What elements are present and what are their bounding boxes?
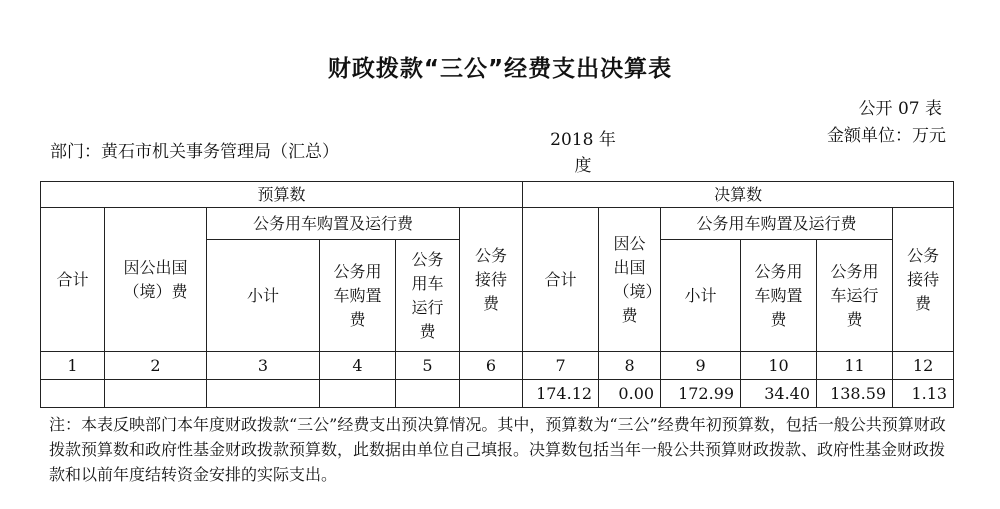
data-cell: [396, 380, 460, 408]
data-cell: [320, 380, 396, 408]
index-cell: 5: [396, 352, 460, 380]
footnote: 注：本表反映部门本年度财政拨款“三公”经费支出预决算情况。其中，预算数为“三公”经费年初预算数，包括一般公共预算财政拨款预算数和政府性基金财政拨款预算数，此数据由单位自己填报。决算数包括当年一般公共预算财政拨款、政府性基金财政拨款和以前年度结转资金安排的实际支出。: [49, 415, 946, 484]
index-cell: 1: [41, 352, 105, 380]
budget-vehicle-running-header: 公务用车运行费: [396, 240, 460, 352]
budget-abroad-header: 因公出国（境）费: [105, 208, 207, 352]
index-cell: 11: [817, 352, 893, 380]
report-year: 2018 年度: [550, 130, 616, 176]
final-reception-header: 公务接待费: [893, 208, 954, 352]
budget-subtotal-header: 小计: [207, 240, 320, 352]
final-vehicle-group-header: 公务用车购置及运行费: [661, 208, 893, 240]
budget-reception-header: 公务接待费: [460, 208, 523, 352]
final-vehicle-running-header: 公务用车运行费: [817, 240, 893, 352]
final-vehicle-purchase-header: 公务用车购置费: [741, 240, 817, 352]
data-cell: [460, 380, 523, 408]
index-cell: 9: [661, 352, 741, 380]
final-abroad-header: 因公出国（境）费: [599, 208, 661, 352]
amount-unit: 金额单位：万元: [827, 126, 946, 146]
final-vehicle-purchase-value: 34.40: [741, 380, 817, 408]
index-cell: 7: [523, 352, 599, 380]
data-row: [41, 380, 954, 408]
budget-vehicle-group-header: 公务用车购置及运行费: [207, 208, 460, 240]
final-vehicle-running-value: 138.59: [817, 380, 893, 408]
data-cell: [207, 380, 320, 408]
index-cell: 10: [741, 352, 817, 380]
group-final-header: 决算数: [523, 182, 954, 208]
final-reception-value: 1.13: [893, 380, 954, 408]
form-number: 公开 07 表: [858, 99, 942, 119]
department-label: 部门：黄石市机关事务管理局（汇总）: [50, 142, 339, 162]
index-cell: 3: [207, 352, 320, 380]
index-cell: 4: [320, 352, 396, 380]
index-cell: 8: [599, 352, 661, 380]
data-cell: [105, 380, 207, 408]
subheader-row: [41, 208, 954, 240]
group-header-row: [41, 182, 954, 208]
data-cell: [41, 380, 105, 408]
index-cell: 2: [105, 352, 207, 380]
group-budget-header: 预算数: [41, 182, 523, 208]
final-total-header: 合计: [523, 208, 599, 352]
index-cell: 6: [460, 352, 523, 380]
budget-vehicle-purchase-header: 公务用车购置费: [320, 240, 396, 352]
final-subtotal-value: 172.99: [661, 380, 741, 408]
final-total-value: 174.12: [523, 380, 599, 408]
final-abroad-value: 0.00: [599, 380, 661, 408]
index-cell: 12: [893, 352, 954, 380]
three-public-expenses-table: [40, 181, 954, 408]
budget-total-header: 合计: [41, 208, 105, 352]
index-row: [41, 352, 954, 380]
final-subtotal-header: 小计: [661, 240, 741, 352]
page-title: 财政拨款“三公”经费支出决算表: [327, 56, 673, 82]
